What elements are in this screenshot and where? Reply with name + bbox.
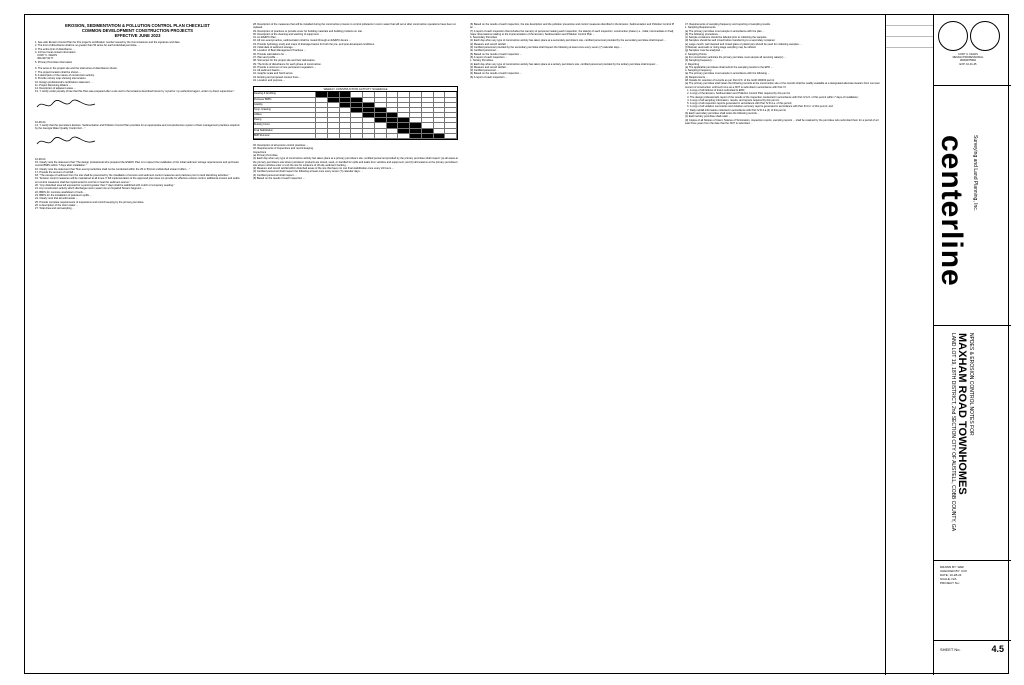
engineer-seal <box>938 21 968 51</box>
schedule-row-label: Paving <box>254 118 316 123</box>
checklist-items-28-44: 28. Description of the measures that will be installed during the construction process to control pollutants in storm water that will occur after construction operations have been completed. 29. Description of practices to provide cover for building materials and building products on site. 30. Description of the cleaning and washing of equipment ... 31. An ES&PC Plan ... 32. All non-exempt active, sedimentation shall be routed through an ES&PC device ... 33. Provide hydrology study and maps of drainage basins for both the pre- and post-developed conditions. 34. Initial date of sediment storage ... 35. Location of Best Management Practices ... 36. Provide calculations for ... 37. Plan and profile ... 38. Soil series for the project site and their delineation. 39. The limits of disturbance for each phase of construction. 40. Provide a minimum of one permanent vegetation ... 41. All sediment basins ... 42. Graphic scale and North arrow. 43. Existing and proposed contour lines ... 44. Location and purpose ... <box>253 23 456 83</box>
schedule-row-label: Utilities <box>254 113 316 118</box>
project-name: MAXHAM ROAD TOWNHOMES <box>956 333 968 495</box>
schedule-cell <box>375 134 387 139</box>
signature-2 <box>35 134 105 150</box>
revision-row <box>886 26 934 37</box>
sheet-number-box <box>940 644 1006 654</box>
date: DATE: 10-28-24 <box>940 573 962 577</box>
schedule-row-label: Building Const. <box>254 123 316 128</box>
drawing-sheet <box>24 14 1009 674</box>
revision-column <box>885 15 934 675</box>
schedule-row-label: BMP Removal <box>254 134 316 139</box>
schedule-cell <box>410 134 422 139</box>
schedule-row-label: Temp. Grassing <box>254 108 316 113</box>
title-line-2: COMMON DEVELOPMENT CONSTRUCTION PROJECTS <box>81 28 194 33</box>
scale: SCALE: N/A <box>940 577 957 581</box>
checklist-column-4 <box>685 23 880 125</box>
company-subtitle: Surveying and Land Planning, Inc. <box>972 135 978 212</box>
schedule-cell <box>445 134 457 139</box>
schedule-cell <box>328 134 340 139</box>
schedule-row-label: Clearing & Grubbing <box>254 92 316 97</box>
sheet-number: 4.5 <box>991 644 1004 654</box>
divider <box>934 325 1011 326</box>
title-line-3: EFFECTIVE JUNE 2023 <box>114 33 161 38</box>
drawn-by: DRAWN BY: WEF <box>940 565 965 569</box>
schedule-cell <box>387 134 399 139</box>
schedule-row-label: Grading <box>254 103 316 108</box>
checklist-item-14: 14. "I certify that the permittee's Erosion, Sedimentation and Pollution Control Plan provides for an appropriate and comprehensive system of best management practices required by the Georgia Water Quality Control Act ..." <box>35 124 241 131</box>
schedule-cell <box>316 134 328 139</box>
checked-by: CHECKED BY: CCF <box>940 569 968 573</box>
project-title <box>950 333 974 531</box>
revision-row <box>886 15 934 26</box>
seal-text: CORY C. FELDS DESIGN PROFESSIONAL #0000075592 EXP: 10-31-25 <box>952 53 984 66</box>
signature-1 <box>35 97 105 113</box>
drawing-info <box>940 565 1006 585</box>
divider <box>934 85 1011 86</box>
title-block <box>933 15 1010 675</box>
checklist-column-1 <box>35 23 240 210</box>
checklist-title <box>35 23 240 38</box>
checklist-column-2 <box>253 23 458 180</box>
company-name: centerline <box>935 135 968 287</box>
project-location: LAND LOT 19, 18TH DISTRICT, 2nd SECTION CITY OF AUSTELL, COBB COUNTY, GA <box>950 333 956 532</box>
signature-1-date: 10-28-24 <box>35 120 46 124</box>
construction-schedule-table <box>253 86 458 140</box>
schedule-cell <box>351 134 363 139</box>
schedule-cell <box>398 134 410 139</box>
project-title-line-1: NPDES & EROSION CONTROL NOTES FOR <box>968 333 974 436</box>
schedule-cell <box>434 134 446 139</box>
schedule-cell <box>422 134 434 139</box>
schedule-row-label: Final Stabilization <box>254 129 316 134</box>
schedule-cell <box>363 134 375 139</box>
divider <box>934 640 1011 641</box>
sheet-number-label: SHEET No. <box>940 647 961 652</box>
title-line-1: EROSION, SEDIMENTATION & POLLUTION CONTROL PLAN CHECKLIST <box>65 23 210 28</box>
checklist-column-3 <box>470 23 675 79</box>
permittee-inspections: (6) Based on the results of each inspection, the site description and the pollution prevention and control measures identified in the Erosion, Sedimentation and Pollution Control Plan ... (7) A report of each inspection that includes the name(s) of personnel making each inspection, the date(s) of each inspection, construction phase (i.e., initial, intermediate or final), major observations relating to the implementation of the Erosion, Sedimentation and Pollution Control Plan ... b. Secondary Permittee (1) Each day when any type of construction activity has taken place at a secondary permittee's site, certified personnel provided by the secondary permittee shall inspect ... (2) Measure and record rainfall ... (3) Certified personnel provided by the secondary permittee shall inspect the following at least once every seven (7) calendar days ... (4) Certified personnel ... (5) Based on the results of each inspection ... (6) A report of each inspection ... c. Tertiary Permittee (1) Each day when any type of construction activity has taken place at a tertiary permittee's site, certified personnel provided by the tertiary permittee shall inspect ... (2) Measure and record rainfall ... (3) Certified personnel ... (4) Based on the results of each inspection ... (5) A report of each inspection ... <box>470 23 675 79</box>
schedule-cell <box>340 134 352 139</box>
schedule-title: WEEKLY CONSTRUCTION ACTIVITY SCHEDULE <box>254 87 457 92</box>
divider <box>934 560 1011 561</box>
schedule-grid <box>254 92 457 139</box>
checklist-items-15-27: 15. Clearly note the statement that "The design professional who prepared the ES&PC Plan is to inspect the installation of the initial sediment storage requirements and perimeter control BMPs within 7 days after installation." 16. Clearly note the statement that "Non-exempt activities shall not be conducted within the 25 or 50-foot undisturbed stream buffers ..." 17. Provide the amount of rainfall ... 18. "The escape of sediment from the site shall be prevented by the installation of erosion and sediment control measures and practices prior to land disturbing activities." 19. "Erosion control measures will be maintained at all times. If full implementation of the approved plan does not provide for effective erosion control, additional erosion and sediment control measures shall be implemented to control or treat the sediment source." 20. "Any disturbed area left exposed for a period greater than 7 days shall be stabilized with mulch or temporary seeding." 21. Any construction activity which discharges storm water into an Impaired Stream Segment ... 22. BMPs for concrete washdown of tools ... 23. BMPs for the installation of petroleum spills ... 24. Clearly note that all solid waste ... 25. Provide complete requirements of inspections and record keeping by the primary permittee. 26. A description of the storm water ... 27. Total Area and soil sampling ... <box>35 160 240 211</box>
inspection-requirements: 45. Description of all erosion control practices ... 46. Requirements of Inspections and record keeping. Inspections (a) Primary Permittee (1) Each day when any type of construction activity has taken place at a primary permittee's site, certified personnel provided by the primary permittee shall inspect: (a) all areas at the primary permittee's site where petroleum products are stored, used, or handled for spills and leaks from vehicles and equipment; and (b) all locations at the primary permittee's site where vehicles enter or exit the site for evidence of off-site sediment tracking ... (2) Measure and record rainfall within disturbed areas of the site that have not met final stabilization once every 24 hours ... (3) Certified personnel shall inspect the following at least once every seven (7) calendar days ... (4) Certified personnel shall inspect ... (5) Based on the results of each inspection ... <box>253 144 458 180</box>
project-number: PROJECT No.: <box>940 581 961 585</box>
sampling-and-records: 47. Requirements of sampling frequency and reporting of sampling results. 1. Sampling Requirements (a) The primary permittee must sample in accordance with the plan ... (b) The following procedures ... (c) Sample containers should be labeled prior to collecting the samples. (d) Samples should be well mixed before transferring to a secondary container. (e) Large mouth, well cleaned and rinsed glass or plastic jars should be used for collecting samples ... (f) Manual, automatic or rising stage sampling may be utilized. (g) Samples must be analyzed ... 2. Sampling Points (a) For construction activities the primary permittee must sample all receiving water(s) ... (b) Sampling frequency ... 3. Reporting (a) The applicable permittees shall submit the sampling results to the EPD ... 4. Sampling Frequency (a) The primary permittee must sample in accordance with the following ... (b) Requirements ... 48. Details for retention of records as per Part IV.F. of the GAR 100003 permit. (a) The primary permittee shall retain the following records at the construction site or the records shall be readily available at a designated alternate location from commencement of construction until such time as a NOT is submitted in accordance with Part VI: 1. A copy of all Notices of Intent submitted to EPD; 2. A copy of the Erosion, Sedimentation and Pollution Control Plan required by this permit; 3. The design professional's report of the results of the inspection conducted in accordance with Part IV.A.5. of this permit within 7 days of installation; 4. A copy of all sampling information, results, and reports required by this permit; 5. A copy of all inspection reports generated in accordance with Part IV.D.4.a. of this permit; 6. A copy of all violation summaries and violation summary reports generated in accordance with Part III.D.2. of this permit; and 7. Daily rainfall information collected in accordance with Part IV.D.4.a.(2) of this permit. (b) Each secondary permittee shall retain the following records ... (c) Each tertiary permittee shall retain ... (d) Copies of all Notices of Intent, Notices of Termination, inspection reports, sampling reports ... shall be retained by the permittee who submitted them for a period of at least three years from the date that the NOT is submitted ... <box>685 23 880 125</box>
checklist-items-1-13: 1. See web Erosion Control Plan for this project's certification number issued by the Commissioner and the signature and date. 2. The limit of disturbance shall be no greater than 50 acres for each individual permittee. ... 3. The entire limit of disturbance ... 4. 24 hour local contact information: CORY C. FELDS 404-907-9177 5. Primary Permittee information ... 6. The acres in the project site and the total acres of disturbance shown. 7. The project location shall be shown ... 8. A description of the nature of construction activity. 9. Provide vicinity map showing site location. 10. Design professional's certification statement ... 11. Project Receiving Waters ... 12. Description of adjacent areas ... 13. "I certify under penalty of law that this Plan was prepared after a site visit to the locations described herein by myself or my authorized agent, under my direct supervision." <box>35 41 235 94</box>
level-ii-seal <box>970 21 1000 51</box>
schedule-row-label: Perimeter BMPs <box>254 98 316 103</box>
signature-2-date: 10-28-24 <box>35 157 46 161</box>
revision-row <box>886 37 934 48</box>
